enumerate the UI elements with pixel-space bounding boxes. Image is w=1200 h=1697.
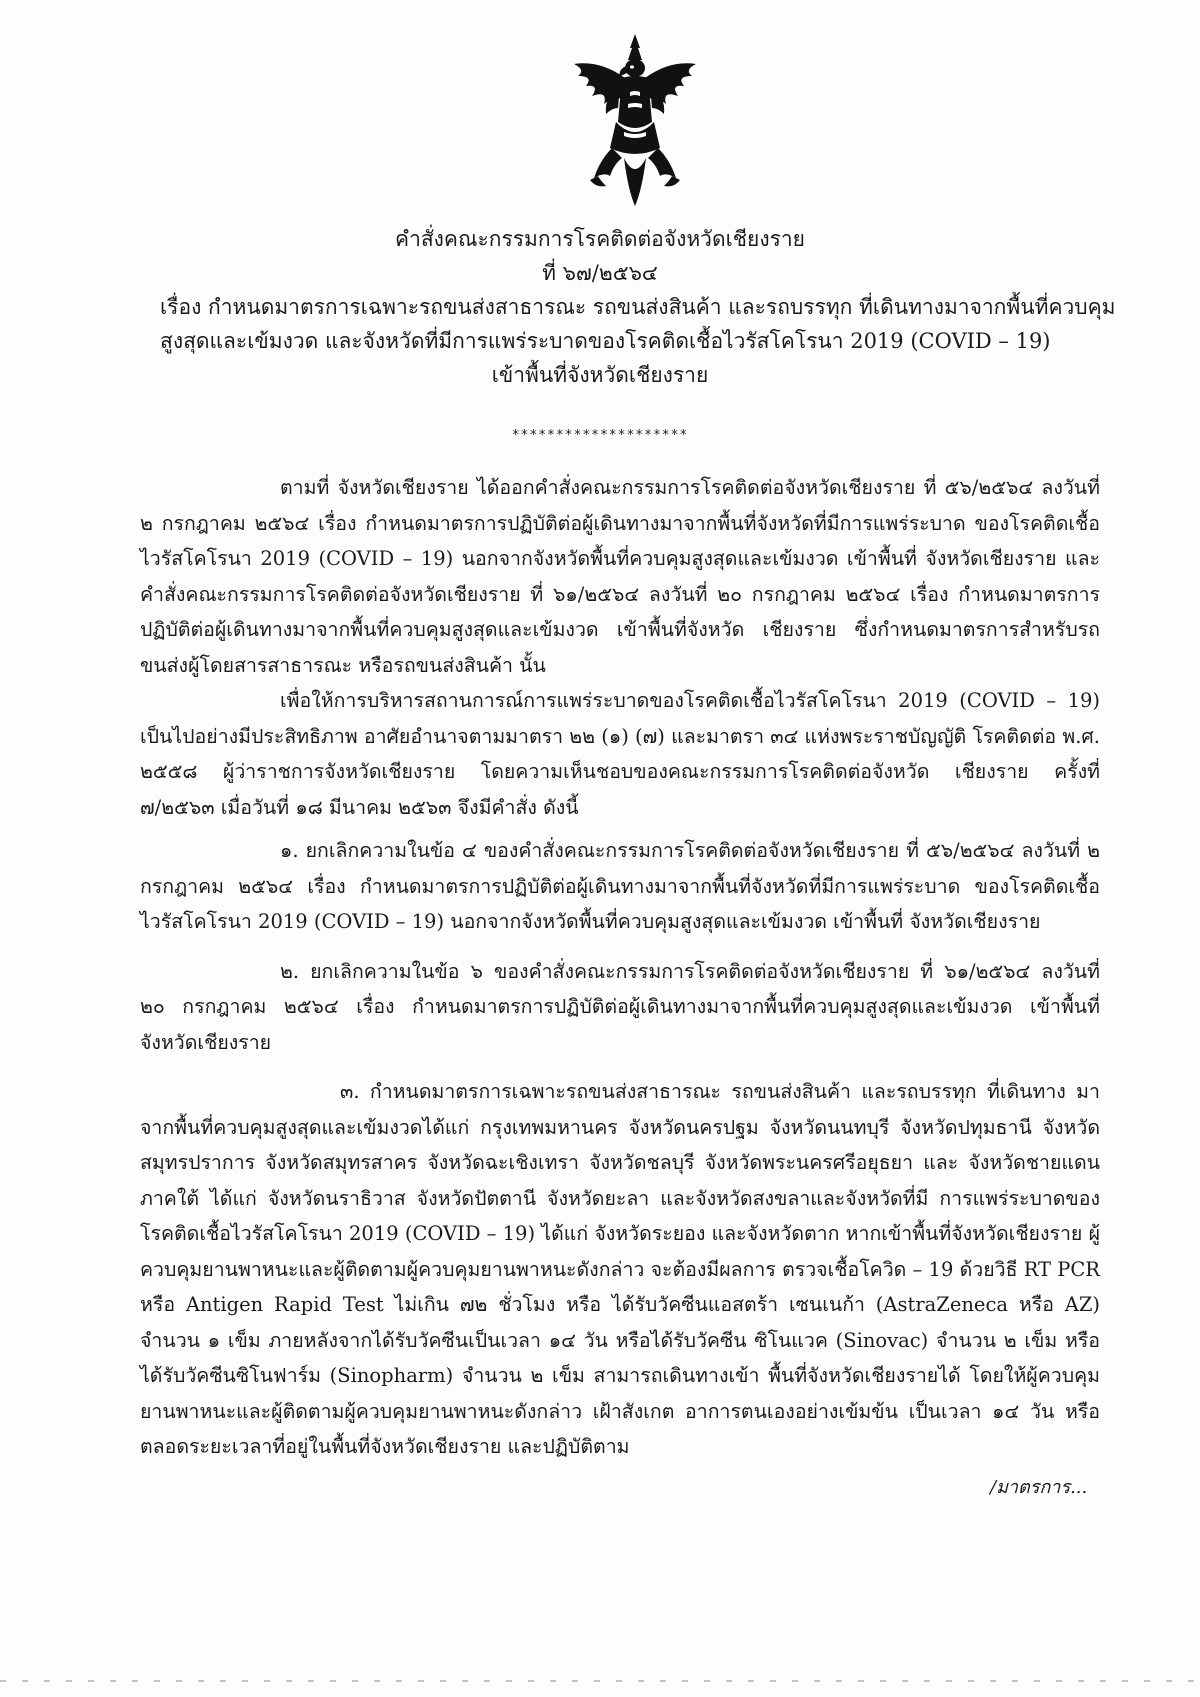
order-authority: คำสั่งคณะกรรมการโรคติดต่อจังหวัดเชียงราย (395, 227, 805, 251)
preamble-paragraph: ตามที่ จังหวัดเชียงราย ได้ออกคำสั่งคณะกรรมการโรคติดต่อจังหวัดเชียงราย ที่ ๕๖/๒๕๖๔ ลงวันที่ ๒ กรกฎาคม ๒๕๖๔ เรื่อง กำหนดมาตรการปฏิบัติต่อผู้เดินทางมาจากพื้นที่จังหวัดที่มีการแพร่ระบาด ของโรคติดเชื้อไวรัสโคโรนา 2019 (COVID – 19) นอกจากจังหวัดพื้นที่ควบคุมสูงสุดและเข้มงวด เข้าพื้นที่ จังหวัดเชียงราย และคำสั่งคณะกรรมการโรคติดต่อจังหวัดเชียงราย ที่ ๖๑/๒๕๖๔ ลงวันที่ ๒๐ กรกฎาคม ๒๕๖๔ เรื่อง กำหนดมาตรการปฏิบัติต่อผู้เดินทางมาจากพื้นที่ควบคุมสูงสุดและเข้มงวด เข้าพื้นที่จังหวัด เชียงราย ซึ่งกำหนดมาตรการสำหรับรถขนส่งผู้โดยสารสาธารณะ หรือรถขนส่งสินค้า นั้น (140, 476, 1100, 677)
garuda-emblem-icon (560, 30, 710, 210)
document-header (160, 222, 1116, 392)
clause-1: ๑. ยกเลิกความในข้อ ๔ ของคำสั่งคณะกรรมการโรคติดต่อจังหวัดเชียงราย ที่ ๕๖/๒๕๖๔ ลงวันที่ ๒ กรกฎาคม ๒๕๖๔ เรื่อง กำหนดมาตรการปฏิบัติต่อผู้เดินทางมาจากพื้นที่จังหวัดที่มีการแพร่ระบาด ของโรคติดเชื้อไวรัสโคโรนา 2019 (COVID – 19) นอกจากจังหวัดพื้นที่ควบคุมสูงสุดและเข้มงวด เข้าพื้นที่ จังหวัดเชียงราย (140, 839, 1100, 933)
continuation-marker: /มาตรการ... (990, 1477, 1088, 1498)
authority-paragraph: เพื่อให้การบริหารสถานการณ์การแพร่ระบาดของโรคติดเชื้อไวรัสโคโรนา 2019 (COVID – 19) เป็นไปอย่างมีประสิทธิภาพ อาศัยอำนาจตามมาตรา ๒๒ (๑) (๗) และมาตรา ๓๔ แห่งพระราชบัญญัติ โรคติดต่อ พ.ศ. ๒๕๕๘ ผู้ว่าราชการจังหวัดเชียงราย โดยความเห็นชอบของคณะกรรมการโรคติดต่อจังหวัด เชียงราย ครั้งที่ ๗/๒๕๖๓ เมื่อวันที่ ๑๘ มีนาคม ๒๕๖๓ จึงมีคำสั่ง ดังนี้ (140, 689, 1100, 819)
separator: ******************** (511, 428, 689, 443)
clause-2: ๒. ยกเลิกความในข้อ ๖ ของคำสั่งคณะกรรมการโรคติดต่อจังหวัดเชียงราย ที่ ๖๑/๒๕๖๔ ลงวันที่ ๒๐ กรกฎาคม ๒๕๖๔ เรื่อง กำหนดมาตรการปฏิบัติต่อผู้เดินทางมาจากพื้นที่ควบคุมสูงสุดและเข้มงวด เข้าพื้นที่จังหวัดเชียงราย (140, 959, 1100, 1054)
subject-line-3: เข้าพื้นที่จังหวัดเชียงราย (491, 363, 709, 387)
clause-3: ๓. กำหนดมาตรการเฉพาะรถขนส่งสาธารณะ รถขนส่งสินค้า และรถบรรทุก ที่เดินทาง มาจากพื้นที่ควบคุมสูงสุดและเข้มงวดได้แก่ กรุงเทพมหานคร จังหวัดนครปฐม จังหวัดนนทบุรี จังหวัดปทุมธานี จังหวัดสมุทรปราการ จังหวัดสมุทรสาคร จังหวัดฉะเชิงเทรา จังหวัดชลบุรี จังหวัดพระนครศรีอยุธยา และ จังหวัดชายแดนภาคใต้ ได้แก่ จังหวัดนราธิวาส จังหวัดปัตตานี จังหวัดยะลา และจังหวัดสงขลาและจังหวัดที่มี การแพร่ระบาดของโรคติดเชื้อไวรัสโคโรนา 2019 (COVID – 19) ได้แก่ จังหวัดระยอง และจังหวัดตาก หากเข้าพื้นที่จังหวัดเชียงราย ผู้ควบคุมยานพาหนะและผู้ติดตามผู้ควบคุมยานพาหนะดังกล่าว จะต้องมีผลการ ตรวจเชื้อโควิด – 19 ด้วยวิธี RT PCR หรือ Antigen Rapid Test ไม่เกิน ๗๒ ชั่วโมง หรือ ได้รับวัคซีนแอสตร้า เซนเนก้า (AstraZeneca หรือ AZ) จำนวน ๑ เข็ม ภายหลังจากได้รับวัคซีนเป็นเวลา ๑๔ วัน หรือได้รับวัคซีน ซิโนแวค (Sinovac) จำนวน ๒ เข็ม หรือได้รับวัคซีนซิโนฟาร์ม (Sinopharm) จำนวน ๒ เข็ม สามารถเดินทางเข้า พื้นที่จังหวัดเชียงรายได้ โดยให้ผู้ควบคุมยานพาหนะและผู้ติดตามผู้ควบคุมยานพาหนะดังกล่าว เฝ้าสังเกต อาการตนเองอย่างเข้มข้น เป็นเวลา ๑๔ วัน หรือตลอดระยะเวลาที่อยู่ในพื้นที่จังหวัดเชียงราย และปฏิบัติตาม (140, 1080, 1100, 1458)
subject-line-2: สูงสุดและเข้มงวด และจังหวัดที่มีการแพร่ระบาดของโรคติดเชื้อไวรัสโคโรนา 2019 (COVID – 19) (160, 329, 1051, 353)
scan-edge-artifact (0, 1680, 1200, 1682)
document-body (140, 470, 1100, 1465)
subject-line-1: เรื่อง กำหนดมาตรการเฉพาะรถขนส่งสาธารณะ รถขนส่งสินค้า และรถบรรทุก ที่เดินทางมาจากพื้นที่ควบคุม (160, 295, 1116, 319)
order-number: ที่ ๖๗/๒๕๖๔ (542, 261, 658, 285)
